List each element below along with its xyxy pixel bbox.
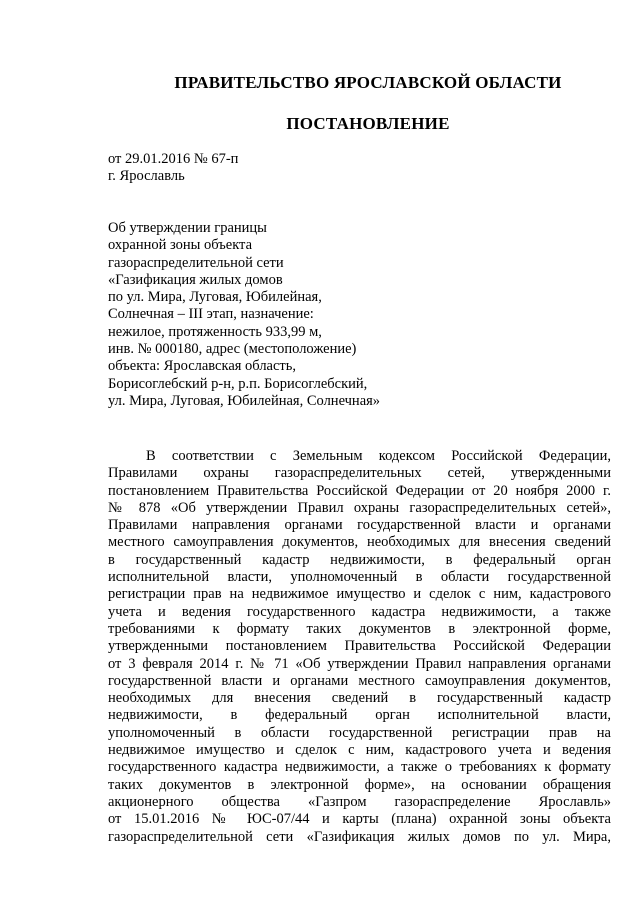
subject-line: инв. № 000180, адрес (местоположение) <box>108 341 357 358</box>
body-line: акционерного общества «Газпром газораспределение Ярославль» <box>108 793 611 810</box>
document-type-heading: ПОСТАНОВЛЕНИЕ <box>286 114 450 133</box>
subject-line: по ул. Мира, Луговая, Юбилейная, <box>108 289 322 306</box>
body-line: учета и ведения государственного кадастра недвижимости, а также <box>108 603 611 620</box>
body-line: государственного кадастра недвижимости, а также о требованиях к формату <box>108 759 611 776</box>
subject-line: Борисоглебский р-н, р.п. Борисоглебский, <box>108 375 368 392</box>
body-line: необходимых для внесения сведений в государственный кадастр <box>108 690 611 707</box>
body-line: недвижимое имущество и сделок с ним, кадастрового учета и ведения <box>108 742 611 759</box>
subject-line: Солнечная – III этап, назначение: <box>108 306 314 323</box>
government-heading: ПРАВИТЕЛЬСТВО ЯРОСЛАВСКОЙ ОБЛАСТИ <box>174 73 562 92</box>
subject-line: нежилое, протяженность 933,99 м, <box>108 323 322 340</box>
body-line: Правилами охраны газораспределительных сетей, утвержденными <box>108 465 611 482</box>
body-line: требованиями к формату таких документов в электронной форме, <box>108 620 611 637</box>
body-line: в государственный кадастр недвижимости, в федеральный орган <box>108 551 611 568</box>
subject-block <box>108 220 380 410</box>
body-line: № 878 «Об утверждении Правил охраны газораспределительных сетей», <box>108 499 611 516</box>
subject-line: ул. Мира, Луговая, Юбилейная, Солнечная» <box>108 392 381 409</box>
body-paragraph <box>108 448 611 846</box>
body-line: газораспределительной сети «Газификация жилых домов по ул. Мира, <box>108 828 611 845</box>
body-line: от 3 февраля 2014 г. № 71 «Об утверждении Правил направления органами <box>108 655 611 672</box>
subject-line: «Газификация жилых домов <box>108 271 283 288</box>
subject-line: газораспределительной сети <box>108 254 284 271</box>
subject-line: охранной зоны объекта <box>108 237 253 254</box>
body-line: регистрации прав на недвижимое имущество и сделок с ним, кадастрового <box>108 586 611 603</box>
body-line: от 15.01.2016 № ЮС-07/44 и карты (плана) охранной зоны объекта <box>108 811 611 828</box>
body-line: исполнительной власти, уполномоченный в области государственной <box>108 569 611 586</box>
body-line: местного самоуправления документов, необходимых для внесения сведений <box>108 534 611 551</box>
body-line: постановлением Правительства Российской Федерации от 20 ноября 2000 г. <box>108 482 611 499</box>
body-line: Правилами направления органами государственной власти и органами <box>108 517 611 534</box>
city-line: г. Ярославль <box>108 168 185 184</box>
body-line: таких документов в электронной форме», на основании обращения <box>108 776 611 793</box>
body-line: утвержденными постановлением Правительства Российской Федерации <box>108 638 611 655</box>
body-line: В соответствии с Земельным кодексом Российской Федерации, <box>146 448 611 464</box>
subject-line: объекта: Ярославская область, <box>108 358 296 375</box>
subject-line: Об утверждении границы <box>108 220 267 236</box>
body-line: уполномоченный в области государственной регистрации прав на <box>108 724 611 741</box>
body-line: государственной власти и органами местного самоуправления документов, <box>108 672 611 689</box>
body-line: недвижимости, в федеральный орган исполнительной власти, <box>108 707 611 724</box>
date-number-line: от 29.01.2016 № 67-п <box>108 151 239 167</box>
